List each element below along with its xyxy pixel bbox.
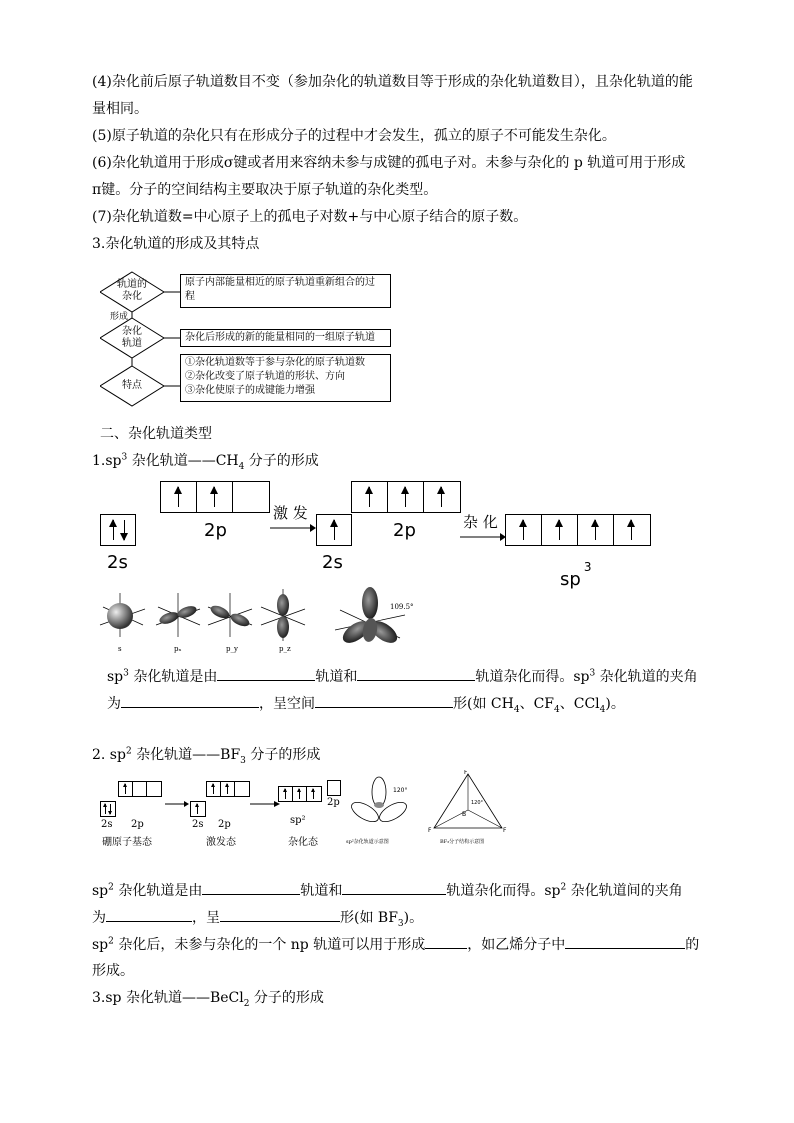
- t: ，如乙烯分子中: [467, 937, 566, 953]
- t: 2: [243, 998, 250, 1009]
- sp3-question-line-2: [107, 693, 625, 714]
- sp-title: [92, 988, 324, 1008]
- svg-text:F: F: [428, 827, 432, 834]
- box-features: [180, 354, 391, 402]
- blank-field[interactable]: [202, 880, 300, 895]
- feature-2: ②杂化改变了原子轨道的形状、方向: [185, 371, 345, 382]
- b-unhybrid-2p: [327, 780, 341, 796]
- up-arrow-icon: [113, 520, 114, 540]
- sp3-title-a: 1.sp: [92, 453, 122, 469]
- t: 杂化轨道——BF: [131, 747, 241, 763]
- t: 3: [589, 668, 596, 679]
- orbital-shapes-illustration: [95, 585, 425, 665]
- up-arrow-icon: [285, 789, 286, 799]
- t: 形(如 CH: [453, 696, 514, 712]
- diamond-1-line-2: 杂化: [122, 291, 142, 302]
- orbital-box: [147, 782, 161, 796]
- up-arrow-icon: [369, 487, 370, 507]
- b-ground-2s: [100, 801, 116, 817]
- blank-field[interactable]: [342, 880, 446, 895]
- t: 轨道杂化而得。sp: [446, 883, 561, 899]
- orbital-box: [133, 782, 147, 796]
- sp2-question-line-2: [92, 907, 423, 928]
- excited-2s-box: [316, 514, 352, 546]
- t: 杂化轨道是由: [113, 883, 203, 899]
- t: sp: [107, 669, 124, 685]
- box-definition-line-2: 程: [185, 291, 195, 302]
- orbital-box: [317, 515, 353, 545]
- sp3-title: [92, 451, 319, 471]
- point-6-line-1: (6)杂化轨道用于形成σ键或者用来容纳未参与成键的孤电子对。未参与杂化的 p 轨道可用于形成: [92, 155, 686, 171]
- diamond-1-line-1: 轨道的: [117, 279, 147, 290]
- orbital-label-s: s: [118, 645, 122, 653]
- svg-text:F: F: [464, 770, 468, 776]
- caption-bf3: BF₃分子结构示意图: [440, 839, 485, 845]
- excite-arrow-icon: [270, 522, 316, 534]
- up-arrow-icon: [441, 487, 442, 507]
- lbl-2s-b: 2s: [192, 819, 204, 830]
- sp3-boxes: [505, 514, 651, 546]
- t: 、CCl: [559, 696, 600, 712]
- arrow-icon: [250, 800, 280, 808]
- up-arrow-icon: [334, 520, 335, 540]
- point-7: (7)杂化轨道数=中心原子上的孤电子对数+与中心原子结合的原子数。: [92, 209, 528, 225]
- down-arrow-icon: [124, 520, 125, 540]
- up-arrow-icon: [631, 520, 632, 540]
- diamond-3-label: 特点: [122, 380, 142, 391]
- point-4-line-1: (4)杂化前后原子轨道数目不变（参加杂化的轨道数目等于形成的杂化轨道数目），且杂化轨道的能: [92, 74, 693, 90]
- up-arrow-icon: [313, 789, 314, 799]
- up-arrow-icon: [178, 487, 179, 507]
- orbital-box: [424, 482, 460, 512]
- up-arrow-icon: [559, 520, 560, 540]
- label-hybridize: 杂 化: [463, 513, 498, 531]
- orbital-box: [388, 482, 424, 512]
- orbital-box: [191, 802, 205, 816]
- t: 杂化轨道间的夹角: [566, 883, 683, 899]
- sp2-lobes-illustration: [345, 772, 417, 834]
- sp3-title-b: 杂化轨道——CH: [127, 453, 239, 469]
- blank-field[interactable]: [220, 907, 340, 922]
- up-arrow-icon: [595, 520, 596, 540]
- point-5: (5)原子轨道的杂化只有在形成分子的过程中才会发生，孤立的原子不可能发生杂化。: [92, 128, 616, 144]
- t: 3.sp 杂化轨道——BeCl: [92, 990, 244, 1006]
- t: )。: [403, 910, 424, 926]
- up-arrow-icon: [213, 784, 214, 794]
- t: 杂化轨道是由: [128, 669, 218, 685]
- up-arrow-icon: [125, 784, 126, 794]
- lbl-excited-state: 激发态: [206, 837, 236, 848]
- orbital-box: [221, 782, 235, 796]
- orbital-box: [293, 787, 307, 801]
- diamond-2-line-1: 杂化: [122, 326, 142, 337]
- box-hybrid-orbital: 杂化后形成的新的能量相同的一组原子轨道: [180, 329, 391, 347]
- sp2-title: [92, 745, 320, 765]
- b-excited-2p: [206, 781, 250, 797]
- t: 为: [107, 696, 121, 712]
- label-excite: 激 发: [273, 504, 308, 522]
- blank-field[interactable]: [425, 934, 467, 949]
- t: 4: [554, 704, 560, 715]
- point-4-line-2: 量相同。: [92, 101, 148, 117]
- sp2-question-line-3: [92, 934, 699, 955]
- ground-2p-boxes: [160, 481, 270, 513]
- blank-field[interactable]: [315, 693, 453, 708]
- svg-text:120°: 120°: [393, 787, 408, 794]
- t: 2: [125, 746, 132, 757]
- angle-109: 109.5°: [390, 603, 414, 611]
- orbital-box: [506, 515, 542, 545]
- label-sp3: [560, 560, 591, 590]
- b-ground-2p: [118, 781, 162, 797]
- orbital-label-py: p_y: [226, 645, 238, 653]
- t: 杂化轨道的夹角: [595, 669, 698, 685]
- up-arrow-icon: [227, 784, 228, 794]
- b-hybrid-sp2: [278, 786, 322, 802]
- t: ，呈: [192, 910, 220, 926]
- t: 2: [108, 882, 114, 893]
- lbl-2p-b: 2p: [218, 819, 231, 830]
- t: ，呈空间: [259, 696, 315, 712]
- t: 轨道和: [315, 669, 358, 685]
- label-sp3-base: sp: [560, 569, 581, 590]
- up-arrow-icon: [523, 520, 524, 540]
- t: 分子的形成: [249, 990, 324, 1006]
- up-arrow-icon: [405, 487, 406, 507]
- t: 轨道和: [300, 883, 343, 899]
- t: 、CF: [519, 696, 555, 712]
- t: 形(如 BF: [340, 910, 398, 926]
- sp3-title-sup: 3: [121, 452, 128, 463]
- blank-field[interactable]: [565, 934, 685, 949]
- label-ground-2p: 2p: [204, 520, 227, 541]
- t: 轨道杂化而得。sp: [475, 669, 590, 685]
- lbl-2p-c: 2p: [327, 797, 340, 808]
- t: 分子的形成: [245, 747, 321, 763]
- blank-field[interactable]: [106, 907, 192, 922]
- t: 杂化后，未参与杂化的一个 np 轨道可以用于形成: [113, 937, 426, 953]
- orbital-box: [279, 787, 293, 801]
- orbital-box: [614, 515, 650, 545]
- t: 为: [92, 910, 106, 926]
- orbital-box: [233, 482, 269, 512]
- t: sp: [92, 883, 109, 899]
- t: 2: [560, 882, 567, 893]
- blank-field[interactable]: [121, 693, 259, 708]
- sp3-title-sub: 4: [238, 461, 245, 472]
- orbital-box: [101, 515, 137, 545]
- t: 4: [513, 704, 520, 715]
- svg-text:120°: 120°: [471, 800, 484, 806]
- lbl-2p-a: 2p: [131, 819, 144, 830]
- sp2-question-line-4: 形成。: [92, 963, 134, 979]
- t: 的: [685, 937, 700, 953]
- sp2-question-line-1: [92, 880, 683, 901]
- t: 3: [123, 668, 129, 679]
- orbital-label-px: pₓ: [174, 645, 182, 653]
- blank-field[interactable]: [217, 666, 315, 681]
- box-definition: [180, 274, 391, 308]
- orbital-box: [119, 782, 133, 796]
- section-2-title: 二、杂化轨道类型: [100, 426, 212, 442]
- orbital-box: [197, 482, 233, 512]
- excited-2p-boxes: [351, 481, 461, 513]
- label-ground-2s: 2s: [107, 552, 128, 573]
- t: 3: [240, 755, 246, 766]
- label-excited-2s: 2s: [322, 552, 343, 573]
- ground-2s-box: [100, 514, 136, 546]
- orbital-box: [578, 515, 614, 545]
- up-arrow-icon: [214, 487, 215, 507]
- orbital-box: [328, 781, 342, 795]
- svg-text:F: F: [503, 827, 507, 834]
- orbital-box: [352, 482, 388, 512]
- lbl-sp2: sp²: [290, 815, 306, 826]
- blank-field[interactable]: [357, 666, 475, 681]
- lbl-2s-a: 2s: [101, 819, 113, 830]
- orbital-box: [207, 782, 221, 796]
- t: 2: [108, 936, 114, 947]
- t: 2. sp: [92, 747, 126, 763]
- t: 3: [397, 918, 404, 929]
- lbl-hybrid-state: 杂化态: [288, 837, 318, 848]
- arrow-icon: [165, 800, 189, 808]
- svg-text:B: B: [462, 811, 467, 818]
- sp3-title-c: 分子的形成: [244, 453, 319, 469]
- orbital-box: [101, 802, 115, 816]
- orbital-box: [235, 782, 249, 796]
- lbl-ground-state: 硼原子基态: [102, 837, 152, 848]
- label-sp3-sup: 3: [583, 560, 592, 574]
- orbital-box: [307, 787, 321, 801]
- orbital-label-pz: p_z: [279, 645, 291, 653]
- orbital-box: [161, 482, 197, 512]
- t: )。: [605, 696, 625, 712]
- t: sp: [92, 937, 109, 953]
- t: 4: [599, 704, 606, 715]
- up-arrow-icon: [105, 804, 106, 814]
- diamond-2-line-2: 轨道: [122, 338, 142, 349]
- feature-3: ③杂化使原子的成键能力增强: [185, 385, 315, 396]
- up-arrow-icon: [197, 804, 198, 814]
- down-arrow-icon: [110, 804, 111, 814]
- bf3-structure-illustration: [428, 770, 508, 836]
- hybridize-arrow-icon: [460, 531, 506, 543]
- orbital-box: [542, 515, 578, 545]
- point-6-line-2: π键。分子的空间结构主要取决于原子轨道的杂化类型。: [92, 182, 438, 198]
- caption-sp2-lobes: sp²杂化轨道示意图: [346, 839, 389, 845]
- heading-hybrid-formation: 3.杂化轨道的形成及其特点: [92, 236, 260, 252]
- label-formation: 形成: [110, 312, 129, 322]
- sp3-question-line-1: [107, 666, 698, 687]
- label-excited-2p: 2p: [393, 520, 416, 541]
- box-definition-line-1: 原子内部能量相近的原子轨道重新组合的过: [185, 277, 375, 288]
- feature-1: ①杂化轨道数等于参与杂化的原子轨道数: [185, 357, 365, 368]
- up-arrow-icon: [299, 789, 300, 799]
- b-excited-2s: [190, 801, 206, 817]
